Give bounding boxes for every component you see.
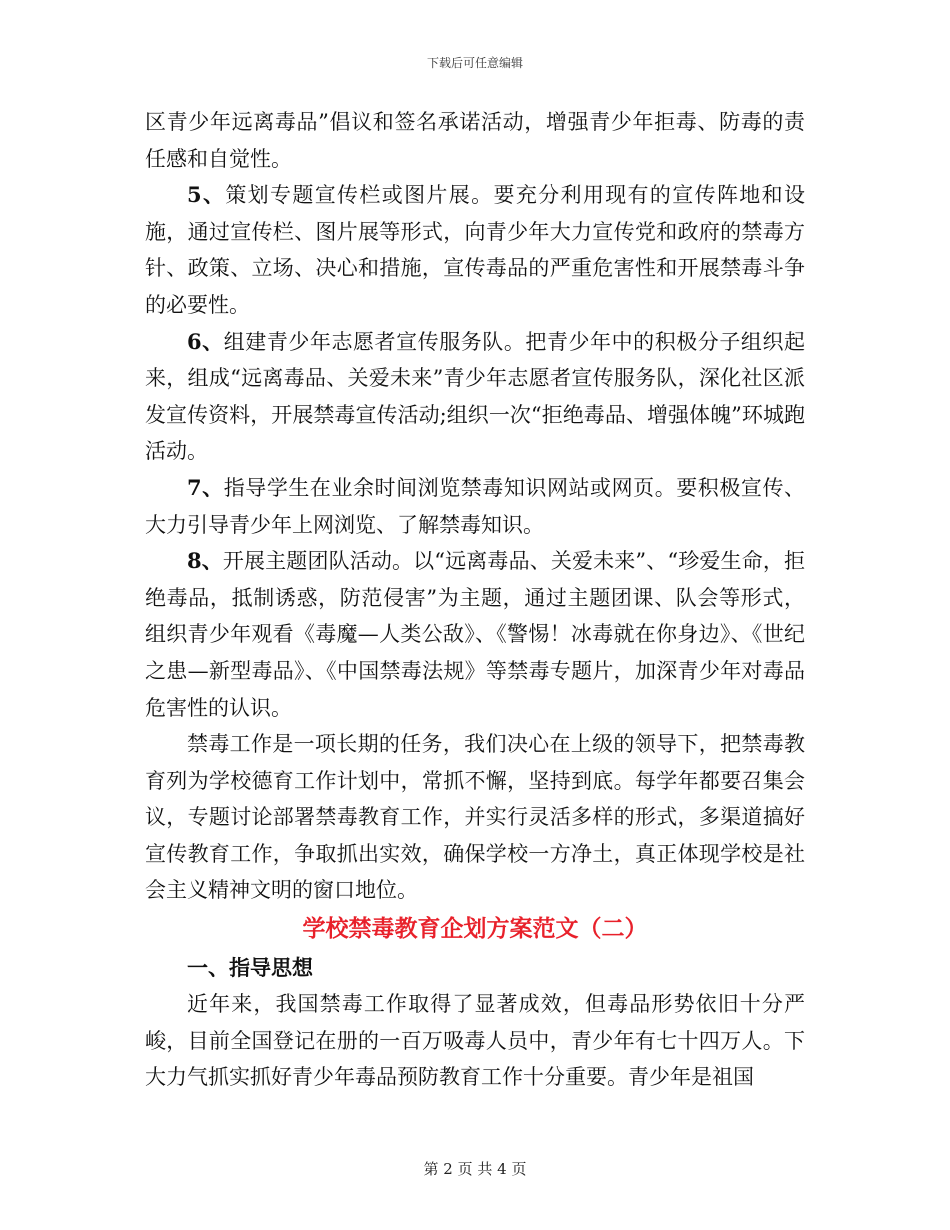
list-item-5	[145, 177, 805, 323]
intro-continuation: 区青少年远离毒品”倡议和签名承诺活动，增强青少年拒毒、防毒的责任感和自觉性。	[145, 110, 805, 171]
item-text: 策划专题宣传栏或图片展。要充分利用现有的宣传阵地和设施，通过宣传栏、图片展等形式，向青少年大力宣传党和政府的禁毒方针、政策、立场、决心和措施，宣传毒品的严重危害性和开展禁毒斗争的必要性。	[145, 183, 805, 317]
item-text: 指导学生在业余时间浏览禁毒知识网站或网页。要积极宣传、大力引导青少年上网浏览、了解禁毒知识。	[145, 475, 805, 537]
item-text: 组建青少年志愿者宣传服务队。把青少年中的积极分子组织起来，组成“远离毒品、关爱未来”青少年志愿者宣传服务队，深化社区派发宣传资料，开展禁毒宣传活动;组织一次“拒绝毒品、增强体魄”环城跑活动。	[145, 329, 805, 464]
item-number: 5、	[187, 182, 226, 208]
header-note: 下载后可任意编辑	[426, 56, 523, 70]
section-title: 学校禁毒教育企划方案范文（二）	[302, 915, 648, 943]
list-item-8	[145, 543, 805, 726]
subheading: 一、指导思想	[187, 955, 313, 981]
document-body	[145, 104, 805, 1096]
closing-paragraph: 禁毒工作是一项长期的任务，我们决心在上级的领导下，把禁毒教育列为学校德育工作计划中，常抓不懈，坚持到底。每学年都要召集会议，专题讨论部署禁毒教育工作，并实行灵活多样的形式，多渠道搞好宣传教育工作，争取抓出实效，确保学校一方净土，真正体现学校是社会主义精神文明的窗口地位。	[145, 732, 805, 903]
item-number: 7、	[187, 474, 224, 500]
item-number: 8、	[187, 548, 223, 574]
item-number: 6、	[187, 328, 224, 354]
page-number-footer: 第 2 页 共 4 页	[423, 1160, 527, 1178]
item-text: 开展主题团队活动。以“远离毒品、关爱未来”、“珍爱生命，拒绝毒品，抵制诱惑，防范侵害”为主题，通过主题团课、队会等形式，组织青少年观看《毒魔—人类公敌》、《警惕！冰毒就在你身边》、《世纪之患—新型毒品》、《中国禁毒法规》等禁毒专题片，加深青少年对毒品危害性的认识。	[145, 549, 805, 720]
section-body-paragraph: 近年来，我国禁毒工作取得了显著成效，但毒品形势依旧十分严峻，目前全国登记在册的一百万吸毒人员中，青少年有七十四万人。下大力气抓实抓好青少年毒品预防教育工作十分重要。青少年是祖国	[145, 992, 805, 1090]
list-item-7	[145, 470, 805, 543]
list-item-6	[145, 324, 805, 470]
